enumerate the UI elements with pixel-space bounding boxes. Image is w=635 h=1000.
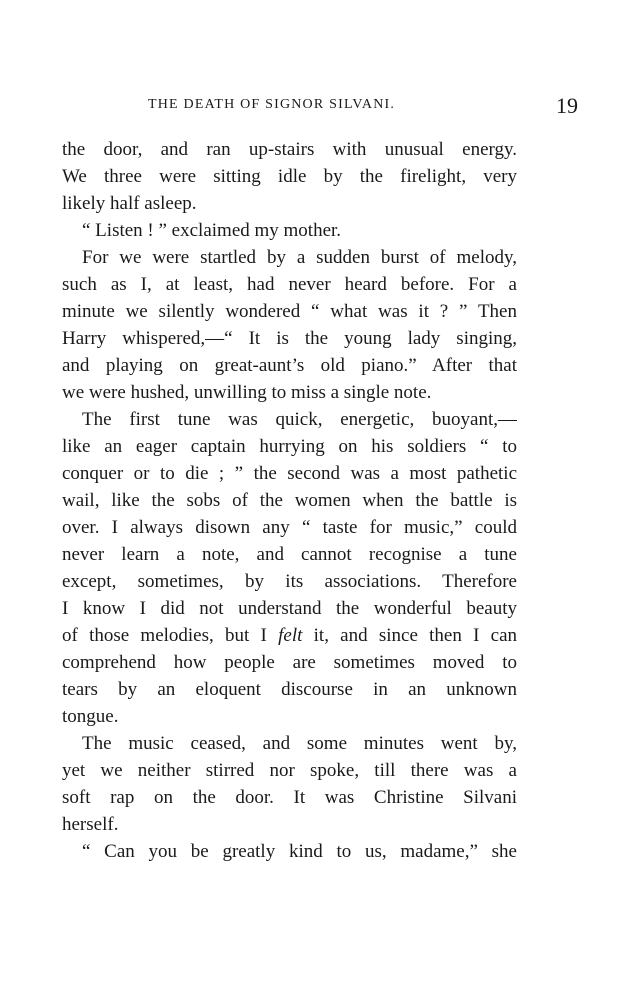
text-segment: of those melodies, but I — [62, 625, 267, 646]
running-head — [62, 93, 582, 117]
paragraph — [62, 730, 517, 838]
text-line: except, sometimes, by its associations. Therefore — [62, 571, 517, 592]
text-line: conquer or to die ; ” the second was a most pathetic — [62, 463, 517, 484]
paragraph — [62, 244, 517, 406]
text-line: soft rap on the door. It was Christine Silvani — [62, 787, 517, 808]
text-line: The first tune was quick, energetic, buoyant,— — [82, 409, 517, 430]
text-line: tears by an eloquent discourse in an unknown — [62, 679, 517, 700]
text-line: I know I did not understand the wonderful beauty — [62, 598, 517, 619]
text-line: “ Can you be greatly kind to us, madame,” she — [82, 841, 517, 862]
text-line: we were hushed, unwilling to miss a single note. — [62, 382, 432, 403]
text-line: minute we silently wondered “ what was it ? ” Then — [62, 301, 517, 322]
paragraph — [62, 406, 517, 730]
text-line: and playing on great-aunt’s old piano.” After that — [62, 355, 517, 376]
paragraph — [62, 136, 517, 217]
text-line: the door, and ran up-stairs with unusual energy. — [62, 139, 517, 160]
text-line: never learn a note, and cannot recognise a tune — [62, 544, 517, 565]
text-line-with-italic — [62, 622, 517, 649]
text-line: yet we neither stirred nor spoke, till there was a — [62, 760, 517, 781]
text-line: Harry whispered,—“ It is the young lady singing, — [62, 328, 517, 349]
text-line: comprehend how people are sometimes moved to — [62, 652, 517, 673]
paragraph — [62, 217, 517, 244]
paragraph — [62, 838, 517, 865]
text-line: For we were startled by a sudden burst of melody, — [82, 247, 517, 268]
text-line: like an eager captain hurrying on his soldiers “ to — [62, 436, 517, 457]
text-line: wail, like the sobs of the women when the battle is — [62, 490, 517, 511]
text-line: We three were sitting idle by the firelight, very — [62, 166, 517, 187]
body-text — [62, 136, 517, 865]
running-title: THE DEATH OF SIGNOR SILVANI. — [148, 97, 396, 112]
italic-word: felt — [278, 625, 303, 646]
text-line: such as I, at least, had never heard before. For a — [62, 274, 517, 295]
text-line: “ Listen ! ” exclaimed my mother. — [82, 220, 342, 241]
page-number: 19 — [556, 93, 578, 118]
text-line: herself. — [62, 814, 119, 835]
text-line: likely half asleep. — [62, 193, 197, 214]
text-line: tongue. — [62, 706, 119, 727]
text-line: The music ceased, and some minutes went by, — [82, 733, 517, 754]
text-segment: it, and since then I can — [302, 625, 517, 646]
text-line: over. I always disown any “ taste for music,” could — [62, 517, 517, 538]
